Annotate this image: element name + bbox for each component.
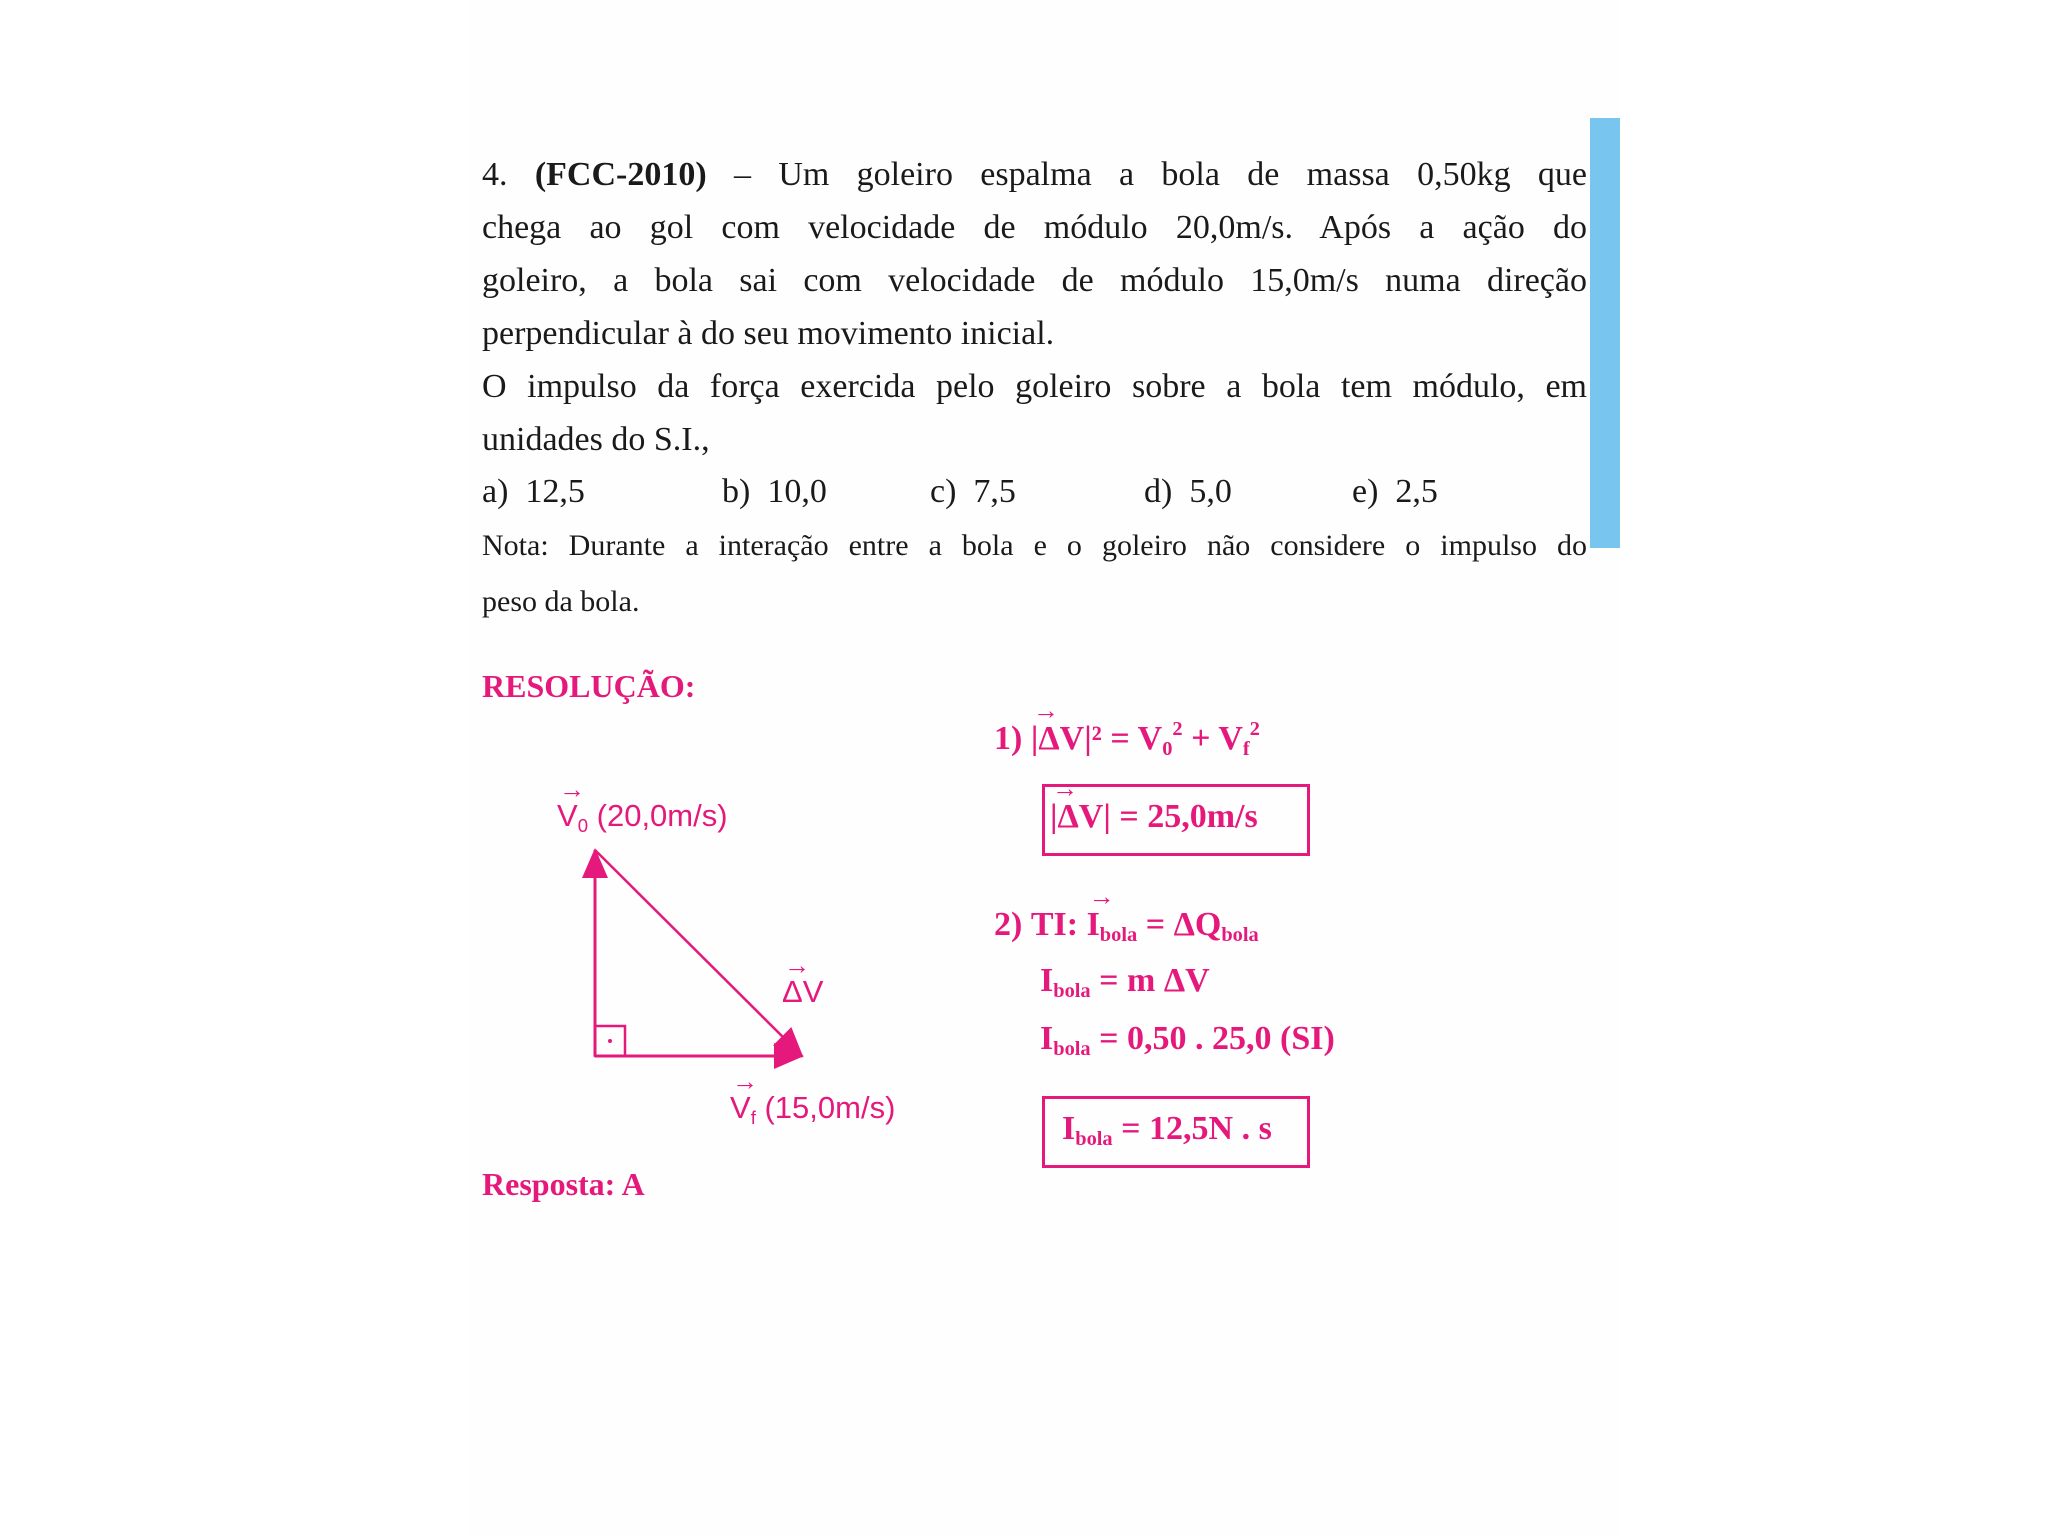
v0-label: → $V_0$ (20,0m/s) [557,798,728,837]
question-line-6: unidades do S.I., [482,421,710,458]
option-a: a) 12,5 [482,473,585,510]
answer-options [482,465,1587,518]
option-c: c) 7,5 [930,473,1016,510]
step-2-line-3: $I_{bola} = 0,50$ . 25,0 (SI) [1040,1020,1335,1060]
side-color-bar [1590,118,1620,548]
option-e: e) 2,5 [1352,473,1438,510]
question-line-3: goleiro, a bola sai com velocidade de módulo 15,0m/s numa direção [482,262,1587,299]
question-line-1: 4. (FCC-2010) – Um goleiro espalma a bola de massa 0,50kg que [482,156,1587,193]
option-b: b) 10,0 [722,473,827,510]
step-2-theorem: 2) TI: → $I_{bola} = \Delta Q_{bola}$ [994,906,1259,947]
question-line-2: chega ao gol com velocidade de módulo 20,0m/s. Após a ação do [482,209,1587,246]
right-angle-dot [608,1039,612,1043]
question-line-5: O impulso da força exercida pelo goleiro sobre a bola tem módulo, em [482,368,1587,405]
question-source: (FCC-2010) [534,156,707,193]
resolution-title: RESOLUÇÃO: [482,668,696,704]
step-2-line-2: $I_{bola} = m$ ΔV [1040,962,1210,1002]
impulse-result: $I_{bola} = 12,5N$ . s [1062,1110,1272,1150]
step-1-equation: $1) \to |\Delta V|^2 = V_0^2 + V_f^2$ [994,718,1260,761]
question-line-4: perpendicular à do seu movimento inicial. [482,315,1055,352]
delta-v-label: → ΔV [782,974,823,1010]
delta-v-result: → |ΔV| = 25,0m/s [1050,798,1258,836]
note-line-1: Nota: Durante a interação entre a bola e o goleiro não considere o impulso do [482,529,1587,562]
question-text [482,148,1587,466]
option-d: d) 5,0 [1144,473,1232,510]
note-text [482,518,1587,630]
vf-label: → $V_f$ (15,0m/s) [730,1090,895,1129]
answer-text: Resposta: A [482,1166,645,1202]
note-line-2: peso da bola. [482,585,640,618]
